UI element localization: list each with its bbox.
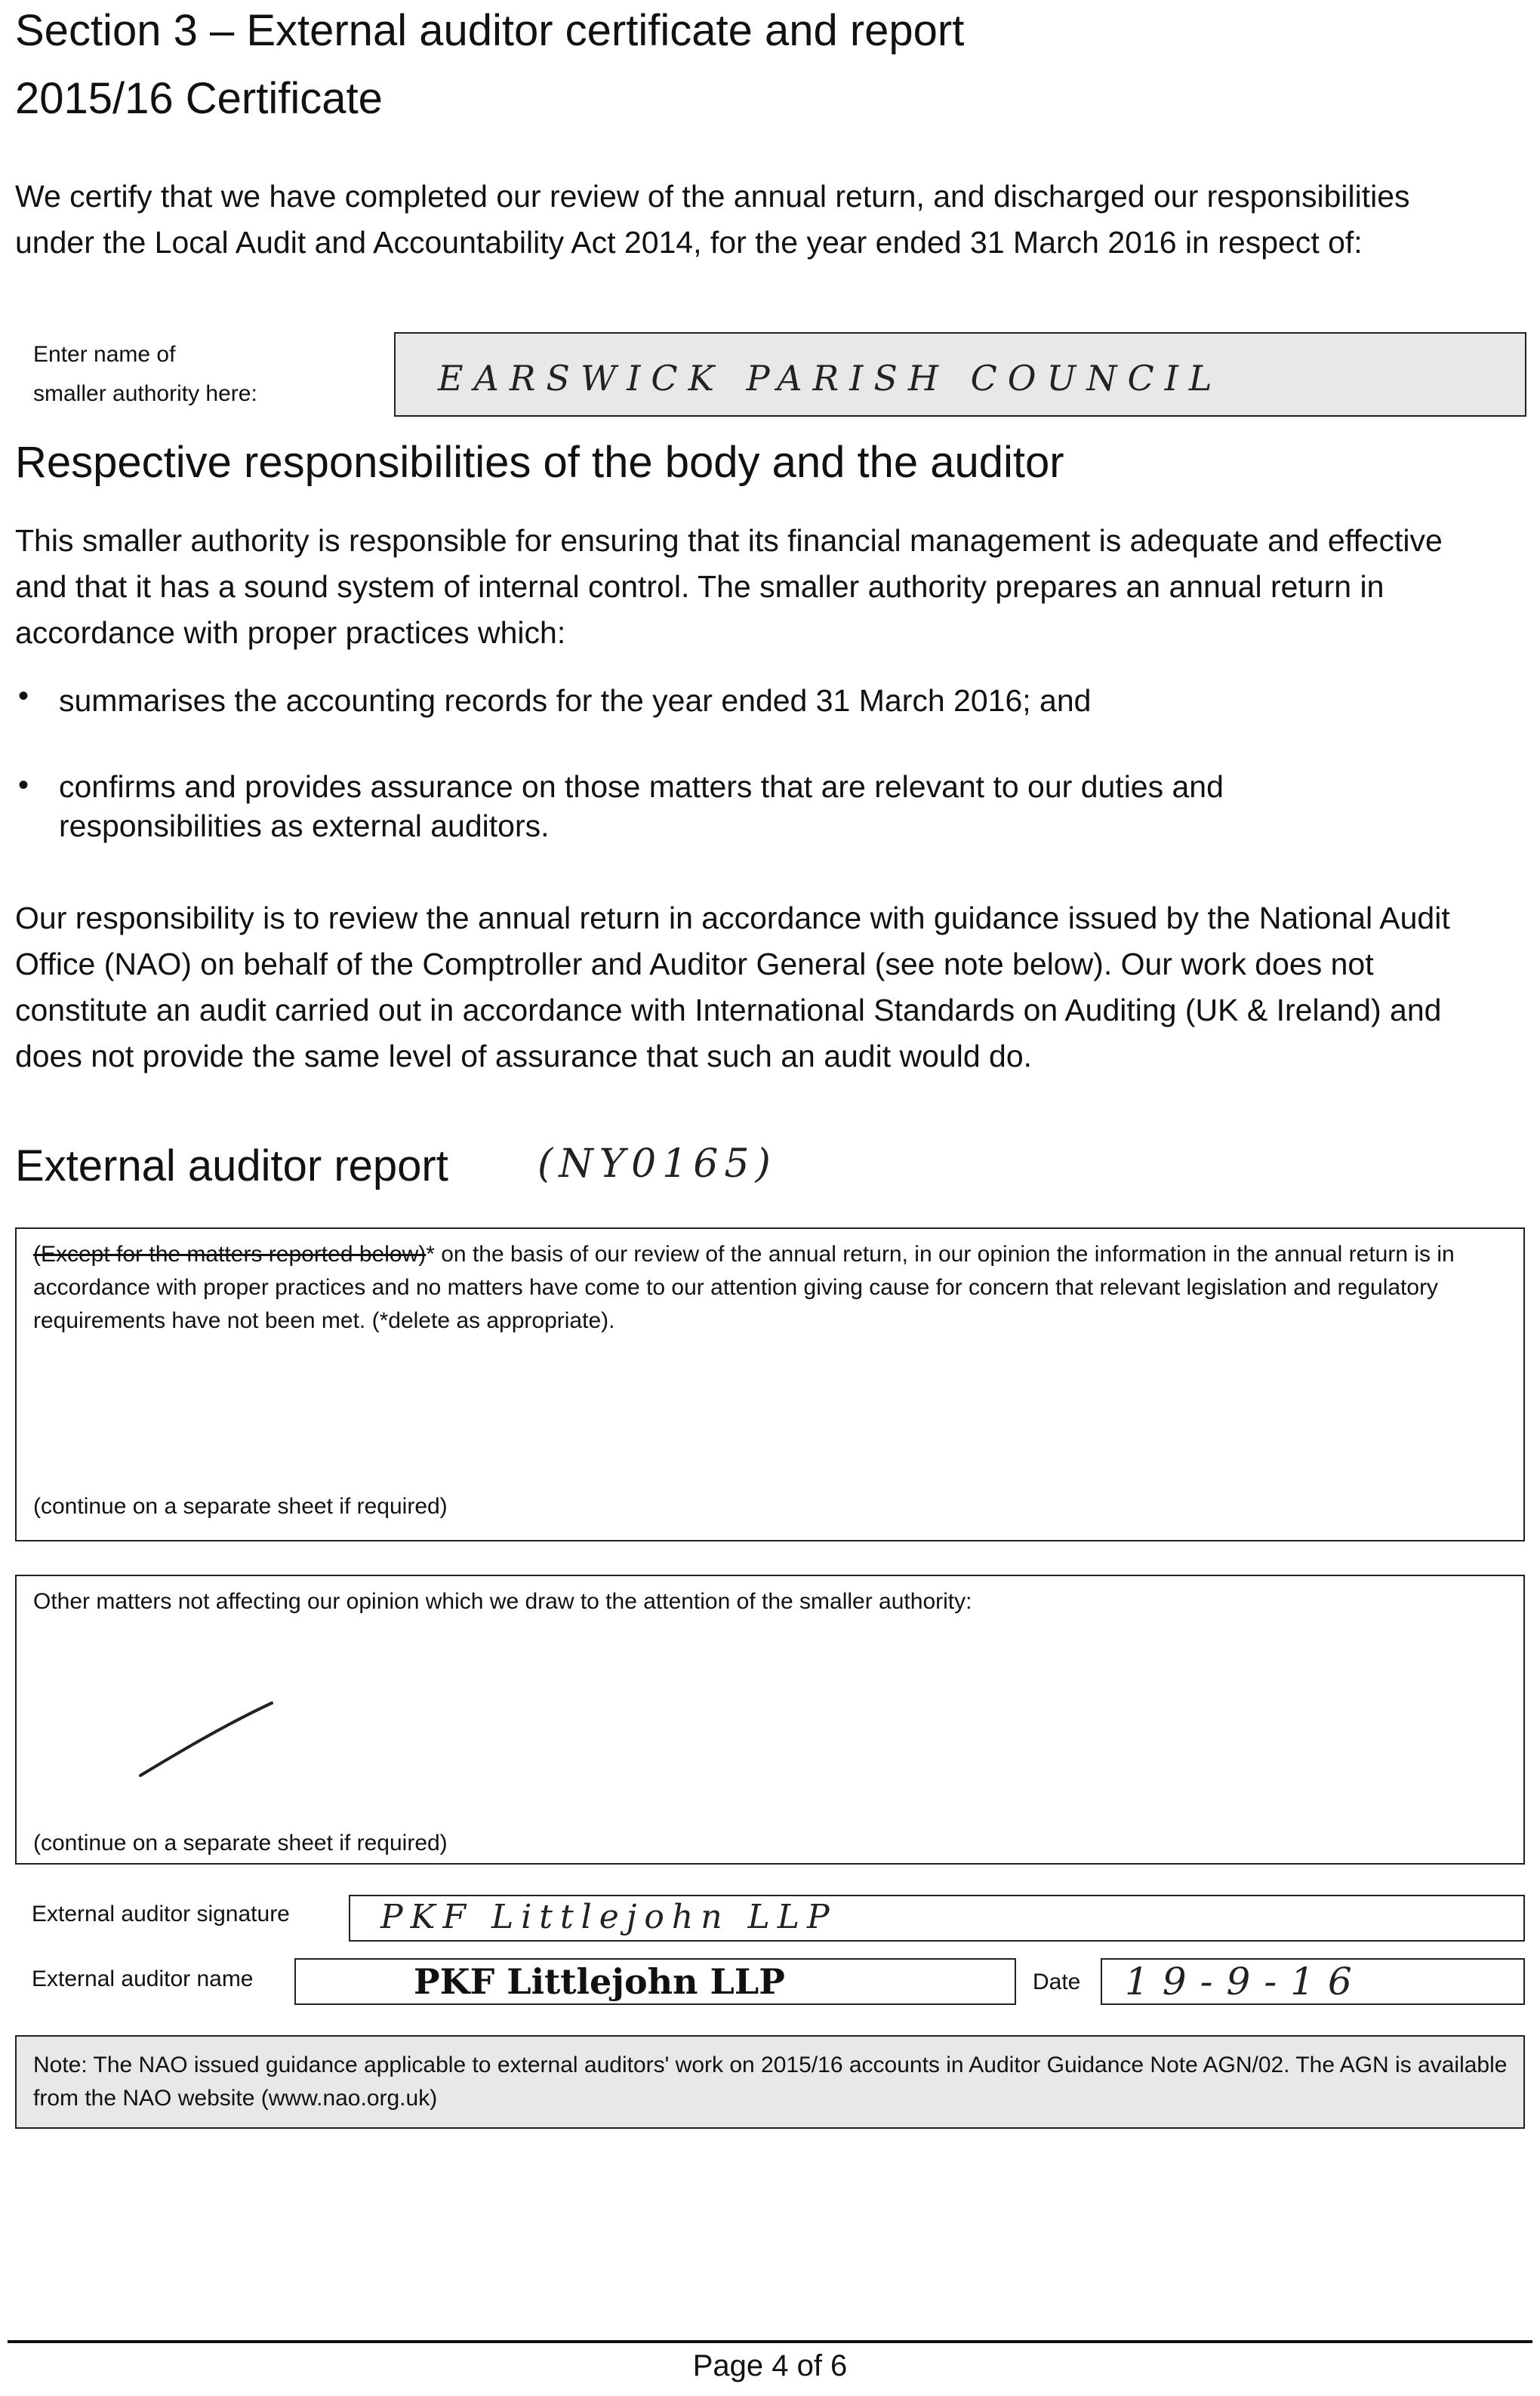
nao-note bbox=[15, 2035, 1525, 2129]
date-value: 19-9-16 bbox=[1125, 1960, 1366, 2003]
auditor-name-label: External auditor name bbox=[32, 1966, 254, 1991]
opinion-struck-text: (Except for the matters reported below) bbox=[33, 1242, 427, 1267]
bullet-item-1: summarises the accounting records for the year ended 31 March 2016; and bbox=[59, 683, 1092, 718]
bullet-item-2: confirms and provides assurance on those matters that are relevant to our duties and responsibilities as external auditors. bbox=[59, 769, 1224, 843]
auditor-responsibility-text: Our responsibility is to review the annual return in accordance with guidance issued by the National Audit Office (NAO) on behalf of the Comptroller and Auditor General (see note below). Our work does not constitute an audit carried out in accordance with International Standards on Auditing (UK & Ireland) and does not provide the same level of assurance that such an audit would do. bbox=[15, 901, 1450, 1073]
other-matters-box[interactable] bbox=[15, 1575, 1525, 1865]
bullet-icon: • bbox=[18, 768, 29, 802]
other-matters-label: Other matters not affecting our opinion which we draw to the attention of the smaller authority: bbox=[33, 1589, 972, 1614]
certificate-text: We certify that we have completed our review of the annual return, and discharged our responsibilities under the Local Audit and Accountability Act 2014, for the year ended 31 March 2016 in respect of: bbox=[15, 179, 1410, 260]
authority-name-label-line2: smaller authority here: bbox=[33, 381, 257, 406]
footer-divider bbox=[8, 2340, 1532, 2343]
responsibilities-heading: Respective responsibilities of the body and the auditor bbox=[15, 438, 1064, 487]
date-field[interactable] bbox=[1101, 1958, 1525, 2005]
opinion-main-text: * on the basis of our review of the annual return, in our opinion the information in the annual return is in accordance with proper practices and no matters have come to our attention giving cause for concern that relevant legislation and regulatory requirements have not been met. (*delete as appropriate). bbox=[33, 1242, 1455, 1333]
certificate-subtitle: 2015/16 Certificate bbox=[15, 74, 383, 123]
report-reference: (NY0165) bbox=[537, 1141, 777, 1187]
signature-label: External auditor signature bbox=[32, 1902, 290, 1926]
signature-value: PKF Littlejohn LLP bbox=[380, 1898, 837, 1936]
authority-name-field[interactable] bbox=[394, 332, 1526, 417]
auditor-name-value: PKF Littlejohn LLP bbox=[414, 1961, 785, 2002]
opinion-box[interactable] bbox=[15, 1227, 1525, 1541]
authority-name-value: EARSWICK PARISH COUNCIL bbox=[438, 358, 1223, 399]
continue-note: (continue on a separate sheet if required) bbox=[33, 1494, 448, 1519]
report-heading: External auditor report bbox=[15, 1141, 448, 1190]
date-label: Date bbox=[1033, 1969, 1081, 1994]
nil-return-stroke bbox=[137, 1697, 288, 1780]
page-number: Page 4 of 6 bbox=[692, 2349, 848, 2382]
responsibilities-intro: This smaller authority is responsible for ensuring that its financial management is adequate and effective and that it has a sound system of internal control. The smaller authority prepares an annual return in accordance with proper practices which: bbox=[15, 523, 1443, 650]
nao-note-text: Note: The NAO issued guidance applicable to external auditors' work on 2015/16 accounts in Auditor Guidance Note AGN/02. The AGN is available from the NAO website (www.nao.org.uk) bbox=[33, 2053, 1508, 2111]
auditor-name-field[interactable] bbox=[294, 1958, 1016, 2005]
signature-field[interactable] bbox=[349, 1895, 1525, 1942]
bullet-icon: • bbox=[18, 679, 29, 713]
opinion-text bbox=[33, 1238, 1505, 1338]
authority-name-label-line1: Enter name of bbox=[33, 342, 176, 367]
authority-name-label bbox=[33, 335, 350, 414]
section-title: Section 3 – External auditor certificate and report bbox=[15, 6, 965, 55]
continue-note-2: (continue on a separate sheet if required) bbox=[33, 1831, 448, 1856]
